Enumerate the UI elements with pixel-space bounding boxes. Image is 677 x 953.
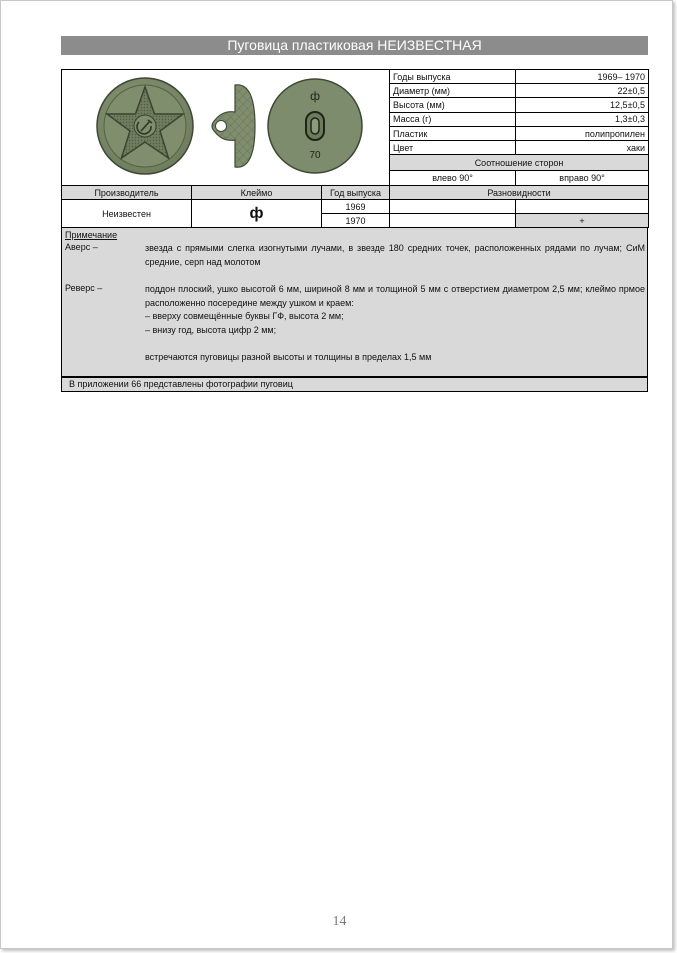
spec-value: полипропилен (516, 126, 649, 140)
page-number: 14 (332, 914, 347, 929)
column-header-mark: Клеймо (192, 186, 322, 200)
mark-cell: ф (192, 200, 322, 228)
year-cell: 1969 (322, 200, 390, 214)
appendix-note (61, 377, 648, 392)
variant-cell: + (516, 214, 649, 228)
variant-cell (390, 200, 516, 214)
button-spec-table (61, 69, 649, 228)
aspect-ratio-header: Соотношение сторон (390, 155, 649, 170)
notes-box (61, 227, 648, 377)
button-images-cell (62, 70, 390, 186)
spec-value: 1,3±0,3 (516, 112, 649, 126)
reverse-text (145, 283, 645, 364)
reverse-line: – внизу год, высота цифр 2 мм; (145, 324, 277, 335)
reverse-mark-text: ф (310, 89, 320, 103)
reverse-number-text: 70 (309, 150, 321, 161)
column-header-year: Год выпуска (322, 186, 390, 200)
spec-value: 12,5±0,5 (516, 98, 649, 112)
variant-cell (516, 200, 649, 214)
aspect-left: влево 90° (390, 170, 516, 185)
spec-value: 22±0,5 (516, 84, 649, 98)
spec-label: Высота (мм) (390, 98, 516, 112)
button-images (65, 70, 390, 182)
reverse-line (145, 337, 645, 351)
appendix-text: В приложении 66 представлены фотографии пуговиц (69, 379, 293, 389)
spec-label: Масса (г) (390, 112, 516, 126)
spec-label: Цвет (390, 141, 516, 155)
obverse-image (97, 78, 193, 174)
reverse-key: Реверс – (65, 283, 103, 293)
spec-label: Годы выпуска (390, 70, 516, 84)
spec-label: Пластик (390, 126, 516, 140)
reverse-line: встречаются пуговицы разной высоты и толщины в пределах 1,5 мм (145, 351, 432, 362)
spec-value: хаки (516, 141, 649, 155)
reverse-image (268, 79, 362, 173)
page-title: Пуговица пластиковая НЕИЗВЕСТНАЯ (61, 36, 648, 55)
variant-cell (390, 214, 516, 228)
reverse-line: поддон плоский, ушко высотой 6 мм, шириной 8 мм и толщиной 5 мм с отверстием диаметром 2,5 мм; клеймо прмое расположенно посередине между ушком и краем: (145, 284, 645, 308)
maker-cell: Неизвестен (62, 200, 192, 228)
column-header-maker: Производитель (62, 186, 192, 200)
obverse-text: звезда с прямыми слегка изогнутыми лучами, в звезде 180 средних точек, расположенных рядами по лучам; СиМ средние, серп над молотом (145, 243, 645, 267)
spec-label: Диаметр (мм) (390, 84, 516, 98)
side-image (212, 85, 255, 167)
reverse-line: – вверху совмещённые буквы ГФ, высота 2 мм; (145, 311, 344, 321)
year-cell: 1970 (322, 214, 390, 228)
column-header-variants: Разновидности (390, 186, 649, 200)
notes-title: Примечание (65, 230, 118, 240)
aspect-right: вправо 90° (516, 170, 649, 185)
obverse-key: Аверс – (65, 242, 98, 252)
spec-value: 1969– 1970 (516, 70, 649, 84)
